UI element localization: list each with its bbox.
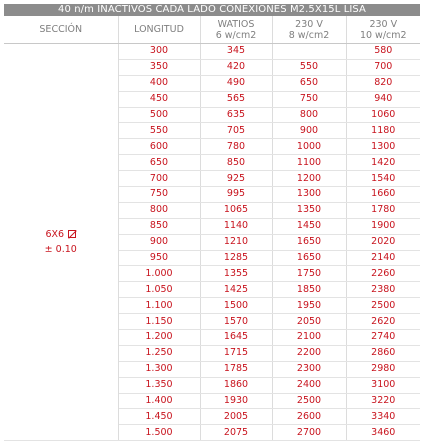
cell-longitud: 1.050 [118,282,200,298]
cell-longitud: 400 [118,75,200,91]
cell-longitud: 500 [118,107,200,123]
cell-longitud: 800 [118,202,200,218]
cell-230v-10w: 2620 [346,314,420,330]
cell-230v-10w: 1540 [346,171,420,187]
cell-watios: 2005 [200,409,272,425]
header-230v-10w [346,16,420,44]
cell-230v-8w: 650 [272,75,346,91]
cell-longitud: 1.000 [118,266,200,282]
cell-230v-8w: 2500 [272,393,346,409]
cell-230v-8w: 2600 [272,409,346,425]
table-body [4,44,420,441]
cell-230v-8w: 900 [272,123,346,139]
cell-230v-8w: 2200 [272,345,346,361]
cell-230v-10w: 2860 [346,345,420,361]
cell-230v-10w: 2140 [346,250,420,266]
cell-watios: 1645 [200,330,272,346]
cell-230v-8w: 1950 [272,298,346,314]
cell-230v-10w: 1420 [346,155,420,171]
header-230v-8w-line1: 230 V [295,18,323,30]
cell-230v-8w: 1650 [272,250,346,266]
cell-230v-8w: 1000 [272,139,346,155]
cell-230v-10w: 700 [346,59,420,75]
cell-watios: 850 [200,155,272,171]
cell-longitud: 750 [118,187,200,203]
header-230v-10w-line2: 10 w/cm2 [359,29,407,41]
cell-longitud: 700 [118,171,200,187]
cell-230v-10w: 1180 [346,123,420,139]
spec-table [4,4,420,441]
cell-230v-8w: 1450 [272,218,346,234]
cell-longitud: 1.250 [118,345,200,361]
spec-table-container [4,4,420,441]
cell-longitud: 1.200 [118,330,200,346]
cell-longitud: 550 [118,123,200,139]
table-row [4,44,420,60]
cell-watios: 1715 [200,345,272,361]
cell-watios: 1785 [200,361,272,377]
cell-230v-8w: 800 [272,107,346,123]
cell-watios: 1355 [200,266,272,282]
cell-watios: 420 [200,59,272,75]
cell-watios: 1500 [200,298,272,314]
section-tolerance: ± 0.10 [44,244,77,256]
cell-watios: 1425 [200,282,272,298]
header-230v-8w-line2: 8 w/cm2 [288,29,330,41]
cell-230v-8w: 2050 [272,314,346,330]
cell-230v-10w: 2380 [346,282,420,298]
cell-longitud: 350 [118,59,200,75]
cell-230v-8w: 1850 [272,282,346,298]
cell-230v-10w: 1060 [346,107,420,123]
cell-longitud: 1.150 [118,314,200,330]
cell-longitud: 1.350 [118,377,200,393]
cell-230v-10w: 1660 [346,187,420,203]
cell-longitud: 650 [118,155,200,171]
cell-longitud: 1.300 [118,361,200,377]
cell-230v-8w: 1650 [272,234,346,250]
cell-watios: 2075 [200,425,272,441]
cell-230v-10w: 1900 [346,218,420,234]
header-seccion: SECCIÓN [4,16,118,44]
cell-longitud: 1.100 [118,298,200,314]
header-230v-8w [272,16,346,44]
cell-230v-8w: 2100 [272,330,346,346]
cell-230v-8w: 2700 [272,425,346,441]
cell-230v-10w: 3340 [346,409,420,425]
cell-230v-8w: 2300 [272,361,346,377]
header-watios-line1: WATIOS [217,18,255,30]
cell-230v-10w: 580 [346,44,420,60]
cell-230v-8w: 1300 [272,187,346,203]
cell-230v-8w: 550 [272,59,346,75]
cell-230v-10w: 3100 [346,377,420,393]
cell-230v-10w: 2260 [346,266,420,282]
cell-230v-10w: 2500 [346,298,420,314]
cell-230v-8w: 750 [272,91,346,107]
cell-watios: 705 [200,123,272,139]
section-label: 6X6 [45,229,65,241]
cell-230v-10w: 1780 [346,202,420,218]
cell-watios: 925 [200,171,272,187]
cell-230v-10w: 2740 [346,330,420,346]
cell-230v-8w: 1750 [272,266,346,282]
cell-230v-10w: 820 [346,75,420,91]
square-section-icon [68,230,76,238]
cell-watios: 1570 [200,314,272,330]
cell-watios: 345 [200,44,272,60]
cell-longitud: 1.400 [118,393,200,409]
table-title: 40 n/m INACTIVOS CADA LADO CONEXIONES M2.5X15L LISA [4,4,420,16]
cell-longitud: 450 [118,91,200,107]
cell-230v-8w [272,44,346,60]
header-longitud: LONGITUD [118,16,200,44]
cell-230v-10w: 2020 [346,234,420,250]
cell-230v-10w: 940 [346,91,420,107]
cell-230v-10w: 3220 [346,393,420,409]
cell-longitud: 900 [118,234,200,250]
header-watios [200,16,272,44]
cell-watios: 1065 [200,202,272,218]
cell-watios: 635 [200,107,272,123]
header-watios-line2: 6 w/cm2 [215,29,257,41]
cell-watios: 1285 [200,250,272,266]
cell-longitud: 950 [118,250,200,266]
section-label-line [4,227,118,242]
cell-230v-10w: 2980 [346,361,420,377]
cell-watios: 1860 [200,377,272,393]
cell-230v-8w: 1100 [272,155,346,171]
cell-watios: 490 [200,75,272,91]
header-230v-10w-line1: 230 V [369,18,398,30]
cell-230v-8w: 1350 [272,202,346,218]
cell-watios: 1210 [200,234,272,250]
cell-watios: 1930 [200,393,272,409]
cell-watios: 995 [200,187,272,203]
cell-longitud: 1.450 [118,409,200,425]
cell-longitud: 1.500 [118,425,200,441]
table-header-row [4,16,420,44]
cell-longitud: 600 [118,139,200,155]
cell-230v-10w: 3460 [346,425,420,441]
cell-longitud: 300 [118,44,200,60]
table-title-row [4,4,420,16]
cell-longitud: 850 [118,218,200,234]
section-cell [4,44,118,441]
cell-watios: 780 [200,139,272,155]
cell-230v-10w: 1300 [346,139,420,155]
cell-230v-8w: 1200 [272,171,346,187]
cell-watios: 1140 [200,218,272,234]
cell-watios: 565 [200,91,272,107]
cell-230v-8w: 2400 [272,377,346,393]
